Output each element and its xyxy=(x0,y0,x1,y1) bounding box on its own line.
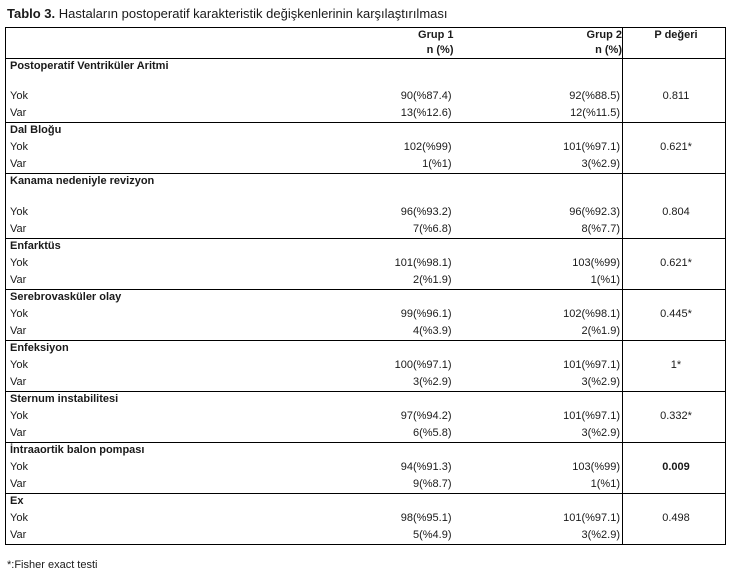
pvalue: 0.009 xyxy=(623,460,726,477)
group1-value: 9(%8.7) xyxy=(412,477,452,490)
section-header-row xyxy=(6,443,726,460)
table-row xyxy=(6,106,726,123)
table-row xyxy=(6,222,726,239)
section-blank-cell xyxy=(230,123,454,140)
row-label: Yok xyxy=(10,409,28,422)
section-blank-cell xyxy=(454,59,623,89)
row-label: Yok xyxy=(10,511,28,524)
group1-value: 100(%97.1) xyxy=(394,358,452,371)
pvalue: 0.811 xyxy=(623,89,726,106)
pvalue xyxy=(623,324,726,341)
table-caption xyxy=(7,6,448,21)
group2-value: 2(%1.9) xyxy=(581,324,620,337)
header-group1 xyxy=(230,28,454,59)
section-title: Sternum instabilitesi xyxy=(6,392,230,409)
caption-text: Hastaların postoperatif karakteristik değişkenlerinin karşılaştırılması xyxy=(58,6,448,21)
pvalue: 0.621* xyxy=(623,140,726,157)
group1-value: 5(%4.9) xyxy=(412,528,452,541)
section-header-row xyxy=(6,341,726,358)
group2-value: 12(%11.5) xyxy=(570,106,620,119)
row-label: Var xyxy=(10,106,27,119)
table-row xyxy=(6,140,726,157)
group1-value: 102(%99) xyxy=(403,140,452,153)
group1-value: 1(%1) xyxy=(422,157,452,170)
group2-value: 8(%7.7) xyxy=(581,222,620,235)
group1-value: 99(%96.1) xyxy=(400,307,452,320)
table-row xyxy=(6,511,726,528)
section-header-row xyxy=(6,174,726,205)
section-header-row xyxy=(6,392,726,409)
group1-value: 90(%87.4) xyxy=(400,89,452,102)
row-label: Var xyxy=(10,273,27,286)
group2-value: 101(%97.1) xyxy=(563,140,620,153)
group2-value: 92(%88.5) xyxy=(569,89,620,102)
section-blank-cell xyxy=(454,392,623,409)
table-row xyxy=(6,205,726,222)
section-pvalue-blank xyxy=(623,494,726,511)
section-pvalue-blank xyxy=(623,290,726,307)
row-label: Yok xyxy=(10,307,28,320)
pvalue: 0.332* xyxy=(623,409,726,426)
group2-value: 101(%97.1) xyxy=(563,409,620,422)
section-title: Kanama nedeniyle revizyon xyxy=(6,174,230,205)
section-header-row xyxy=(6,59,726,89)
group1-value: 4(%3.9) xyxy=(412,324,452,337)
row-label: Var xyxy=(10,426,27,439)
group1-value: 2(%1.9) xyxy=(412,273,452,286)
section-pvalue-blank xyxy=(623,239,726,256)
section-blank-cell xyxy=(230,174,454,205)
table-row xyxy=(6,89,726,106)
pvalue xyxy=(623,426,726,443)
row-label: Var xyxy=(10,528,27,541)
table-row xyxy=(6,426,726,443)
row-label: Yok xyxy=(10,460,28,473)
section-header-row xyxy=(6,123,726,140)
section-blank-cell xyxy=(454,123,623,140)
table-row xyxy=(6,409,726,426)
section-title: İntraaortik balon pompası xyxy=(6,443,230,460)
pvalue: 0.445* xyxy=(623,307,726,324)
group2-value: 101(%97.1) xyxy=(563,511,620,524)
section-blank-cell xyxy=(230,290,454,307)
group1-value: 13(%12.6) xyxy=(400,106,452,119)
group1-value: 94(%91.3) xyxy=(400,460,452,473)
section-blank-cell xyxy=(454,494,623,511)
section-header-row xyxy=(6,494,726,511)
section-blank-cell xyxy=(454,290,623,307)
group1-value: 96(%93.2) xyxy=(400,205,452,218)
section-title: Enfeksiyon xyxy=(6,341,230,358)
header-group2 xyxy=(454,28,623,59)
group2-value: 102(%98.1) xyxy=(563,307,620,320)
pvalue xyxy=(623,528,726,545)
header-group1-sub: n (%) xyxy=(426,44,454,56)
group2-value: 3(%2.9) xyxy=(581,375,620,388)
row-label: Var xyxy=(10,157,27,170)
header-group2-title: Grup 2 xyxy=(586,29,622,41)
pvalue xyxy=(623,477,726,494)
table-row xyxy=(6,358,726,375)
row-label: Yok xyxy=(10,89,28,102)
section-pvalue-blank xyxy=(623,59,726,89)
group1-value: 7(%6.8) xyxy=(412,222,452,235)
table-body xyxy=(6,59,726,545)
group2-value: 103(%99) xyxy=(572,460,620,473)
row-label: Yok xyxy=(10,256,28,269)
group2-value: 3(%2.9) xyxy=(581,426,620,439)
section-pvalue-blank xyxy=(623,443,726,460)
section-header-row xyxy=(6,290,726,307)
table-header-row xyxy=(6,28,726,59)
pvalue xyxy=(623,273,726,290)
table-row xyxy=(6,273,726,290)
table-row xyxy=(6,375,726,392)
table-row xyxy=(6,157,726,174)
pvalue: 0.804 xyxy=(623,205,726,222)
group2-value: 96(%92.3) xyxy=(569,205,620,218)
table-row xyxy=(6,528,726,545)
section-blank-cell xyxy=(454,239,623,256)
table-footnote: *:Fisher exact testi xyxy=(7,559,98,571)
pvalue xyxy=(623,106,726,123)
section-blank-cell xyxy=(230,59,454,89)
table-row xyxy=(6,324,726,341)
section-blank-cell xyxy=(230,494,454,511)
pvalue xyxy=(623,157,726,174)
section-blank-cell xyxy=(230,341,454,358)
group1-value: 3(%2.9) xyxy=(412,375,452,388)
row-label: Var xyxy=(10,222,27,235)
table-row xyxy=(6,477,726,494)
pvalue: 1* xyxy=(623,358,726,375)
row-label: Var xyxy=(10,324,27,337)
group1-value: 97(%94.2) xyxy=(400,409,452,422)
row-label: Yok xyxy=(10,205,28,218)
results-table xyxy=(5,27,726,545)
section-pvalue-blank xyxy=(623,174,726,205)
header-blank xyxy=(6,28,230,59)
group2-value: 3(%2.9) xyxy=(581,157,620,170)
section-pvalue-blank xyxy=(623,123,726,140)
section-title: Postoperatif Ventriküler Aritmi xyxy=(6,59,230,89)
table-row xyxy=(6,256,726,273)
row-label: Yok xyxy=(10,358,28,371)
caption-label: Tablo 3. xyxy=(7,6,56,21)
group2-value: 103(%99) xyxy=(572,256,620,269)
pvalue xyxy=(623,222,726,239)
row-label: Yok xyxy=(10,140,28,153)
header-group2-sub: n (%) xyxy=(595,44,622,56)
section-pvalue-blank xyxy=(623,392,726,409)
section-blank-cell xyxy=(230,239,454,256)
pvalue xyxy=(623,375,726,392)
group1-value: 101(%98.1) xyxy=(394,256,452,269)
section-pvalue-blank xyxy=(623,341,726,358)
section-title: Dal Bloğu xyxy=(6,123,230,140)
section-title: Enfarktüs xyxy=(6,239,230,256)
header-pvalue: P değeri xyxy=(623,28,726,59)
section-header-row xyxy=(6,239,726,256)
group2-value: 1(%1) xyxy=(590,273,620,286)
group1-value: 6(%5.8) xyxy=(412,426,452,439)
section-blank-cell xyxy=(454,443,623,460)
group2-value: 101(%97.1) xyxy=(563,358,620,371)
pvalue: 0.621* xyxy=(623,256,726,273)
row-label: Var xyxy=(10,477,27,490)
section-blank-cell xyxy=(230,443,454,460)
table-row xyxy=(6,460,726,477)
pvalue: 0.498 xyxy=(623,511,726,528)
table-row xyxy=(6,307,726,324)
section-blank-cell xyxy=(454,174,623,205)
header-group1-title: Grup 1 xyxy=(418,29,454,41)
section-title: Ex xyxy=(6,494,230,511)
section-blank-cell xyxy=(230,392,454,409)
group2-value: 1(%1) xyxy=(590,477,620,490)
group1-value: 98(%95.1) xyxy=(400,511,452,524)
group2-value: 3(%2.9) xyxy=(581,528,620,541)
section-blank-cell xyxy=(454,341,623,358)
section-title: Serebrovasküler olay xyxy=(6,290,230,307)
row-label: Var xyxy=(10,375,27,388)
